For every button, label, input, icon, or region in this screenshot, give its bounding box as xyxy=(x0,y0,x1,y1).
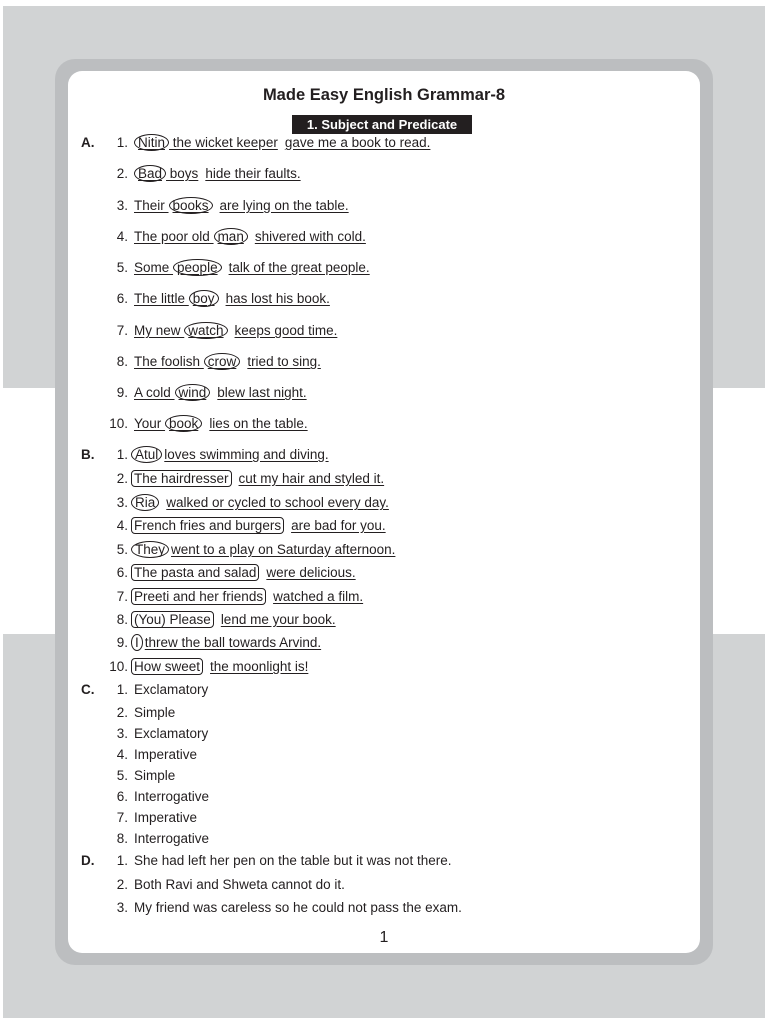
subject-part: The foolish crow xyxy=(134,353,240,370)
predicate-part: has lost his book. xyxy=(225,291,330,306)
list-item xyxy=(131,611,336,629)
circled-subject: They xyxy=(131,541,169,558)
subject-part: Their books xyxy=(134,197,213,214)
list-item xyxy=(134,415,308,433)
predicate-part: threw the ball towards Arvind. xyxy=(144,635,322,650)
predicate-part: are bad for you. xyxy=(291,518,386,533)
subject-part: The poor old man xyxy=(134,228,248,245)
subject-part: Nitin the wicket keeper xyxy=(134,134,278,151)
page-number: 1 xyxy=(379,929,389,946)
circled-word: man xyxy=(214,228,248,245)
item-number: 7. xyxy=(116,810,128,825)
circled-word: watch xyxy=(184,322,227,339)
item-number: 6. xyxy=(116,565,128,580)
subject-part: The little boy xyxy=(134,290,219,307)
list-item: Imperative xyxy=(134,810,198,825)
item-number: 3. xyxy=(116,900,128,915)
chapter-heading: 1. Subject and Predicate xyxy=(292,115,472,134)
item-number: 5. xyxy=(116,768,128,783)
item-number: 8. xyxy=(116,612,128,627)
list-item: Simple xyxy=(134,705,176,720)
list-item xyxy=(131,470,384,488)
predicate-part: tried to sing. xyxy=(247,354,321,369)
item-number: 2. xyxy=(116,166,128,181)
list-item: Interrogative xyxy=(134,831,210,846)
subject-part: A cold wind xyxy=(134,384,210,401)
predicate-part: watched a film. xyxy=(273,589,364,604)
circled-word: people xyxy=(173,259,222,276)
boxed-subject: Preeti and her friends xyxy=(131,588,266,605)
item-number: 5. xyxy=(116,260,128,275)
list-item: Exclamatory xyxy=(134,682,209,697)
item-number: 3. xyxy=(116,198,128,213)
item-number: 1. xyxy=(116,447,128,462)
circled-word: boy xyxy=(189,290,219,307)
subject-part: Your book xyxy=(134,415,202,432)
section-label-d: D. xyxy=(81,853,95,868)
item-number: 4. xyxy=(116,747,128,762)
predicate-part: the moonlight is! xyxy=(210,659,309,674)
item-number: 1. xyxy=(116,682,128,697)
list-item xyxy=(134,384,307,402)
list-item xyxy=(134,165,301,183)
predicate-part: walked or cycled to school every day. xyxy=(166,495,389,510)
boxed-subject: How sweet xyxy=(131,658,203,675)
list-item xyxy=(134,134,430,152)
item-number: 7. xyxy=(116,323,128,338)
item-number: 8. xyxy=(116,831,128,846)
item-number: 2. xyxy=(116,705,128,720)
item-number: 9. xyxy=(116,385,128,400)
item-number: 6. xyxy=(116,291,128,306)
item-number: 5. xyxy=(116,542,128,557)
predicate-part: went to a play on Saturday afternoon. xyxy=(171,542,396,557)
list-item: Imperative xyxy=(134,747,198,762)
boxed-subject: (You) Please xyxy=(131,611,214,628)
list-item xyxy=(134,259,370,277)
predicate-part: blew last night. xyxy=(217,385,307,400)
list-item xyxy=(134,353,321,371)
boxed-subject: The pasta and salad xyxy=(131,564,259,581)
predicate-part: lend me your book. xyxy=(220,612,336,627)
section-label-a: A. xyxy=(81,135,95,150)
item-number: 4. xyxy=(116,229,128,244)
list-item xyxy=(134,197,349,215)
predicate-part: loves swimming and diving. xyxy=(164,447,329,462)
predicate-part: cut my hair and styled it. xyxy=(238,471,385,486)
list-item xyxy=(131,517,386,535)
list-item: Both Ravi and Shweta cannot do it. xyxy=(134,877,345,892)
predicate-part: gave me a book to read. xyxy=(284,135,431,150)
circled-word: books xyxy=(169,197,213,214)
predicate-part: lies on the table. xyxy=(209,416,308,431)
list-item xyxy=(131,494,389,512)
list-item: My friend was careless so he could not pass the exam. xyxy=(134,900,462,915)
list-item xyxy=(134,322,337,340)
circled-word: crow xyxy=(204,353,241,370)
item-number: 3. xyxy=(116,726,128,741)
list-item xyxy=(131,541,395,559)
list-item: Exclamatory xyxy=(134,726,209,741)
subject-part: Some people xyxy=(134,259,222,276)
item-number: 2. xyxy=(116,877,128,892)
list-item xyxy=(131,634,321,652)
circled-word: Nitin xyxy=(134,134,169,151)
list-item: She had left her pen on the table but it was not there. xyxy=(134,853,452,868)
item-number: 4. xyxy=(116,518,128,533)
circled-subject: I xyxy=(131,634,143,651)
item-number: 1. xyxy=(116,135,128,150)
item-number: 8. xyxy=(116,354,128,369)
list-item xyxy=(131,446,329,464)
book-title: Made Easy English Grammar-8 xyxy=(262,86,506,104)
circled-subject: Atul xyxy=(131,446,162,463)
circled-subject: Ria xyxy=(131,494,159,511)
item-number: 1. xyxy=(116,853,128,868)
item-number: 6. xyxy=(116,789,128,804)
circled-word: book xyxy=(165,415,202,432)
subject-part: My new watch xyxy=(134,322,228,339)
list-item: Interrogative xyxy=(134,789,210,804)
circled-word: Bad xyxy=(134,165,166,182)
list-item xyxy=(131,588,363,606)
item-number: 10. xyxy=(109,659,128,674)
predicate-part: shivered with cold. xyxy=(254,229,366,244)
item-number: 3. xyxy=(116,495,128,510)
boxed-subject: French fries and burgers xyxy=(131,517,284,534)
predicate-part: were delicious. xyxy=(266,565,356,580)
circled-word: wind xyxy=(175,384,211,401)
list-item xyxy=(134,290,330,308)
predicate-part: are lying on the table. xyxy=(219,198,349,213)
subject-part: Bad boys xyxy=(134,165,198,182)
item-number: 10. xyxy=(109,416,128,431)
item-number: 7. xyxy=(116,589,128,604)
item-number: 2. xyxy=(116,471,128,486)
item-number: 9. xyxy=(116,635,128,650)
list-item: Simple xyxy=(134,768,176,783)
list-item xyxy=(131,564,356,582)
predicate-part: hide their faults. xyxy=(205,166,301,181)
predicate-part: keeps good time. xyxy=(234,323,338,338)
list-item xyxy=(134,228,366,246)
section-label-b: B. xyxy=(81,447,95,462)
boxed-subject: The hairdresser xyxy=(131,470,232,487)
predicate-part: talk of the great people. xyxy=(228,260,370,275)
list-item xyxy=(131,658,308,676)
section-label-c: C. xyxy=(81,682,95,697)
